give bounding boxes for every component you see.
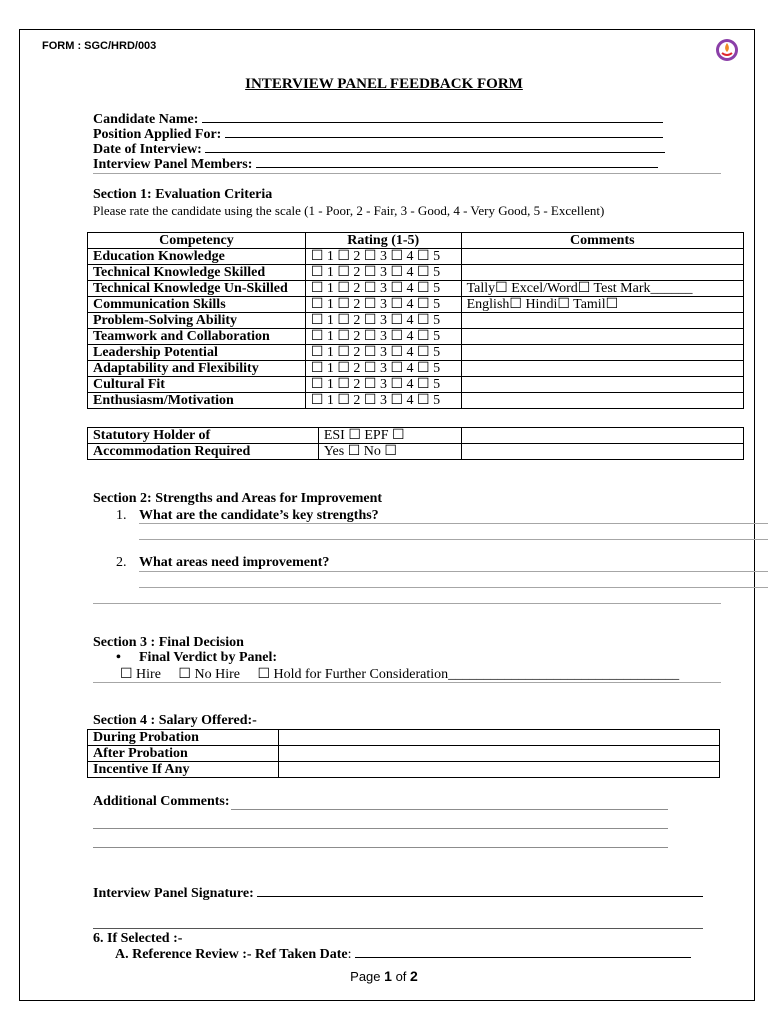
table-row [88,297,744,313]
reference-colon: : [347,947,352,962]
table-row [88,428,744,444]
after-probation-value[interactable] [278,746,719,762]
table-row [88,762,720,778]
competency-cell: Technical Knowledge Skilled [88,265,306,281]
rating-cell[interactable]: ☐ 1 ☐ 2 ☐ 3 ☐ 4 ☐ 5 [305,393,461,409]
verdict-options[interactable]: ☐ Hire ☐ No Hire ☐ Hold for Further Consideration_________________________________ [120,667,680,682]
rating-cell[interactable]: ☐ 1 ☐ 2 ☐ 3 ☐ 4 ☐ 5 [305,345,461,361]
table-row [88,746,720,762]
question-2-text: What areas need improvement? [139,555,330,570]
comment-line[interactable] [93,828,668,829]
question-1-text: What are the candidate’s key strengths? [139,508,379,523]
comment-cell[interactable] [461,329,743,345]
rating-cell[interactable]: ☐ 1 ☐ 2 ☐ 3 ☐ 4 ☐ 5 [305,329,461,345]
rating-cell[interactable]: ☐ 1 ☐ 2 ☐ 3 ☐ 4 ☐ 5 [305,249,461,265]
comment-cell[interactable] [461,377,743,393]
comment-cell[interactable] [461,313,743,329]
competency-cell: Adaptability and Flexibility [88,361,306,377]
table-row [88,361,744,377]
header-comments: Comments [461,233,743,249]
answer-line[interactable] [139,523,768,524]
comment-cell[interactable]: Tally☐ Excel/Word☐ Test Mark______ [461,281,743,297]
position-applied-line [225,126,663,138]
signature-label: Interview Panel Signature: [93,886,254,901]
company-logo [715,38,739,62]
accommodation-label: Accommodation Required [88,444,319,460]
panel-members-label: Interview Panel Members: [93,157,253,172]
rating-cell[interactable]: ☐ 1 ☐ 2 ☐ 3 ☐ 4 ☐ 5 [305,297,461,313]
form-title: INTERVIEW PANEL FEEDBACK FORM [245,76,523,92]
after-probation-label: After Probation [88,746,279,762]
panel-members-line [256,156,658,168]
section3-title: Section 3 : Final Decision [93,635,244,650]
section6-title: 6. If Selected :- [93,931,183,946]
table-row [88,444,744,460]
competency-cell: Cultural Fit [88,377,306,393]
section4-title: Section 4 : Salary Offered:- [93,713,257,728]
table-row [88,265,744,281]
of-word: of [395,969,407,984]
competency-cell: Problem-Solving Ability [88,313,306,329]
comment-cell[interactable] [461,361,743,377]
evaluation-table [87,232,744,409]
ref-date-line [355,946,691,958]
comment-line[interactable] [231,809,668,810]
table-row [88,313,744,329]
signature-field[interactable] [93,885,703,902]
question-1-number: 1. [116,508,127,523]
table-row [88,249,744,265]
answer-line[interactable] [139,571,768,572]
reference-review-field[interactable] [115,946,691,963]
comment-cell[interactable] [461,249,743,265]
interview-date-label: Date of Interview: [93,142,202,157]
table-row [88,345,744,361]
during-probation-label: During Probation [88,730,279,746]
comment-cell[interactable] [461,393,743,409]
verdict-label: Final Verdict by Panel: [139,650,278,665]
rating-cell[interactable]: ☐ 1 ☐ 2 ☐ 3 ☐ 4 ☐ 5 [305,313,461,329]
rating-cell[interactable]: ☐ 1 ☐ 2 ☐ 3 ☐ 4 ☐ 5 [305,377,461,393]
divider [93,928,703,929]
header-rating: Rating (1-5) [305,233,461,249]
question-2-number: 2. [116,555,127,570]
reference-review-label: A. Reference Review :- Ref Taken Date [115,947,348,962]
accommodation-options[interactable]: Yes ☐ No ☐ [318,444,461,460]
competency-cell: Leadership Potential [88,345,306,361]
competency-cell: Communication Skills [88,297,306,313]
candidate-name-label: Candidate Name: [93,112,199,127]
salary-table [87,729,720,778]
header-competency: Competency [88,233,306,249]
divider [93,173,721,174]
during-probation-value[interactable] [278,730,719,746]
rating-cell[interactable]: ☐ 1 ☐ 2 ☐ 3 ☐ 4 ☐ 5 [305,265,461,281]
table-row [88,281,744,297]
accommodation-comment[interactable] [461,444,743,460]
comment-cell[interactable] [461,345,743,361]
additional-comments-label: Additional Comments: [93,794,230,809]
position-applied-label: Position Applied For: [93,127,222,142]
statutory-label: Statutory Holder of [88,428,319,444]
competency-cell: Technical Knowledge Un-Skilled [88,281,306,297]
table-row [88,730,720,746]
rating-cell[interactable]: ☐ 1 ☐ 2 ☐ 3 ☐ 4 ☐ 5 [305,281,461,297]
page-border [19,29,755,1001]
page-word: Page [350,969,381,984]
comment-line[interactable] [93,847,668,848]
comment-cell[interactable] [461,265,743,281]
rating-instruction: Please rate the candidate using the scale (1 - Poor, 2 - Fair, 3 - Good, 4 - Very Good, 5 - Excellent) [93,203,605,218]
page-number [0,968,768,984]
current-page: 1 [384,968,392,984]
divider [93,682,721,683]
table-header-row [88,233,744,249]
bullet-icon: • [116,650,121,665]
incentive-value[interactable] [278,762,719,778]
competency-cell: Education Knowledge [88,249,306,265]
rating-cell[interactable]: ☐ 1 ☐ 2 ☐ 3 ☐ 4 ☐ 5 [305,361,461,377]
table-row [88,329,744,345]
panel-members-field[interactable] [93,156,658,173]
divider [93,603,721,604]
table-row [88,377,744,393]
competency-cell: Enthusiasm/Motivation [88,393,306,409]
incentive-label: Incentive If Any [88,762,279,778]
candidate-name-line [202,111,663,123]
competency-cell: Teamwork and Collaboration [88,329,306,345]
total-pages: 2 [410,968,418,984]
answer-line[interactable] [139,539,768,540]
section1-title: Section 1: Evaluation Criteria [93,187,273,202]
statutory-table [87,427,744,460]
form-code: FORM : SGC/HRD/003 [42,40,157,52]
comment-cell[interactable]: English☐ Hindi☐ Tamil☐ [461,297,743,313]
signature-line [257,885,703,897]
statutory-comment[interactable] [461,428,743,444]
section2-title: Section 2: Strengths and Areas for Improvement [93,491,383,506]
interview-date-line [205,141,665,153]
statutory-options[interactable]: ESI ☐ EPF ☐ [318,428,461,444]
answer-line[interactable] [139,587,768,588]
table-row [88,393,744,409]
